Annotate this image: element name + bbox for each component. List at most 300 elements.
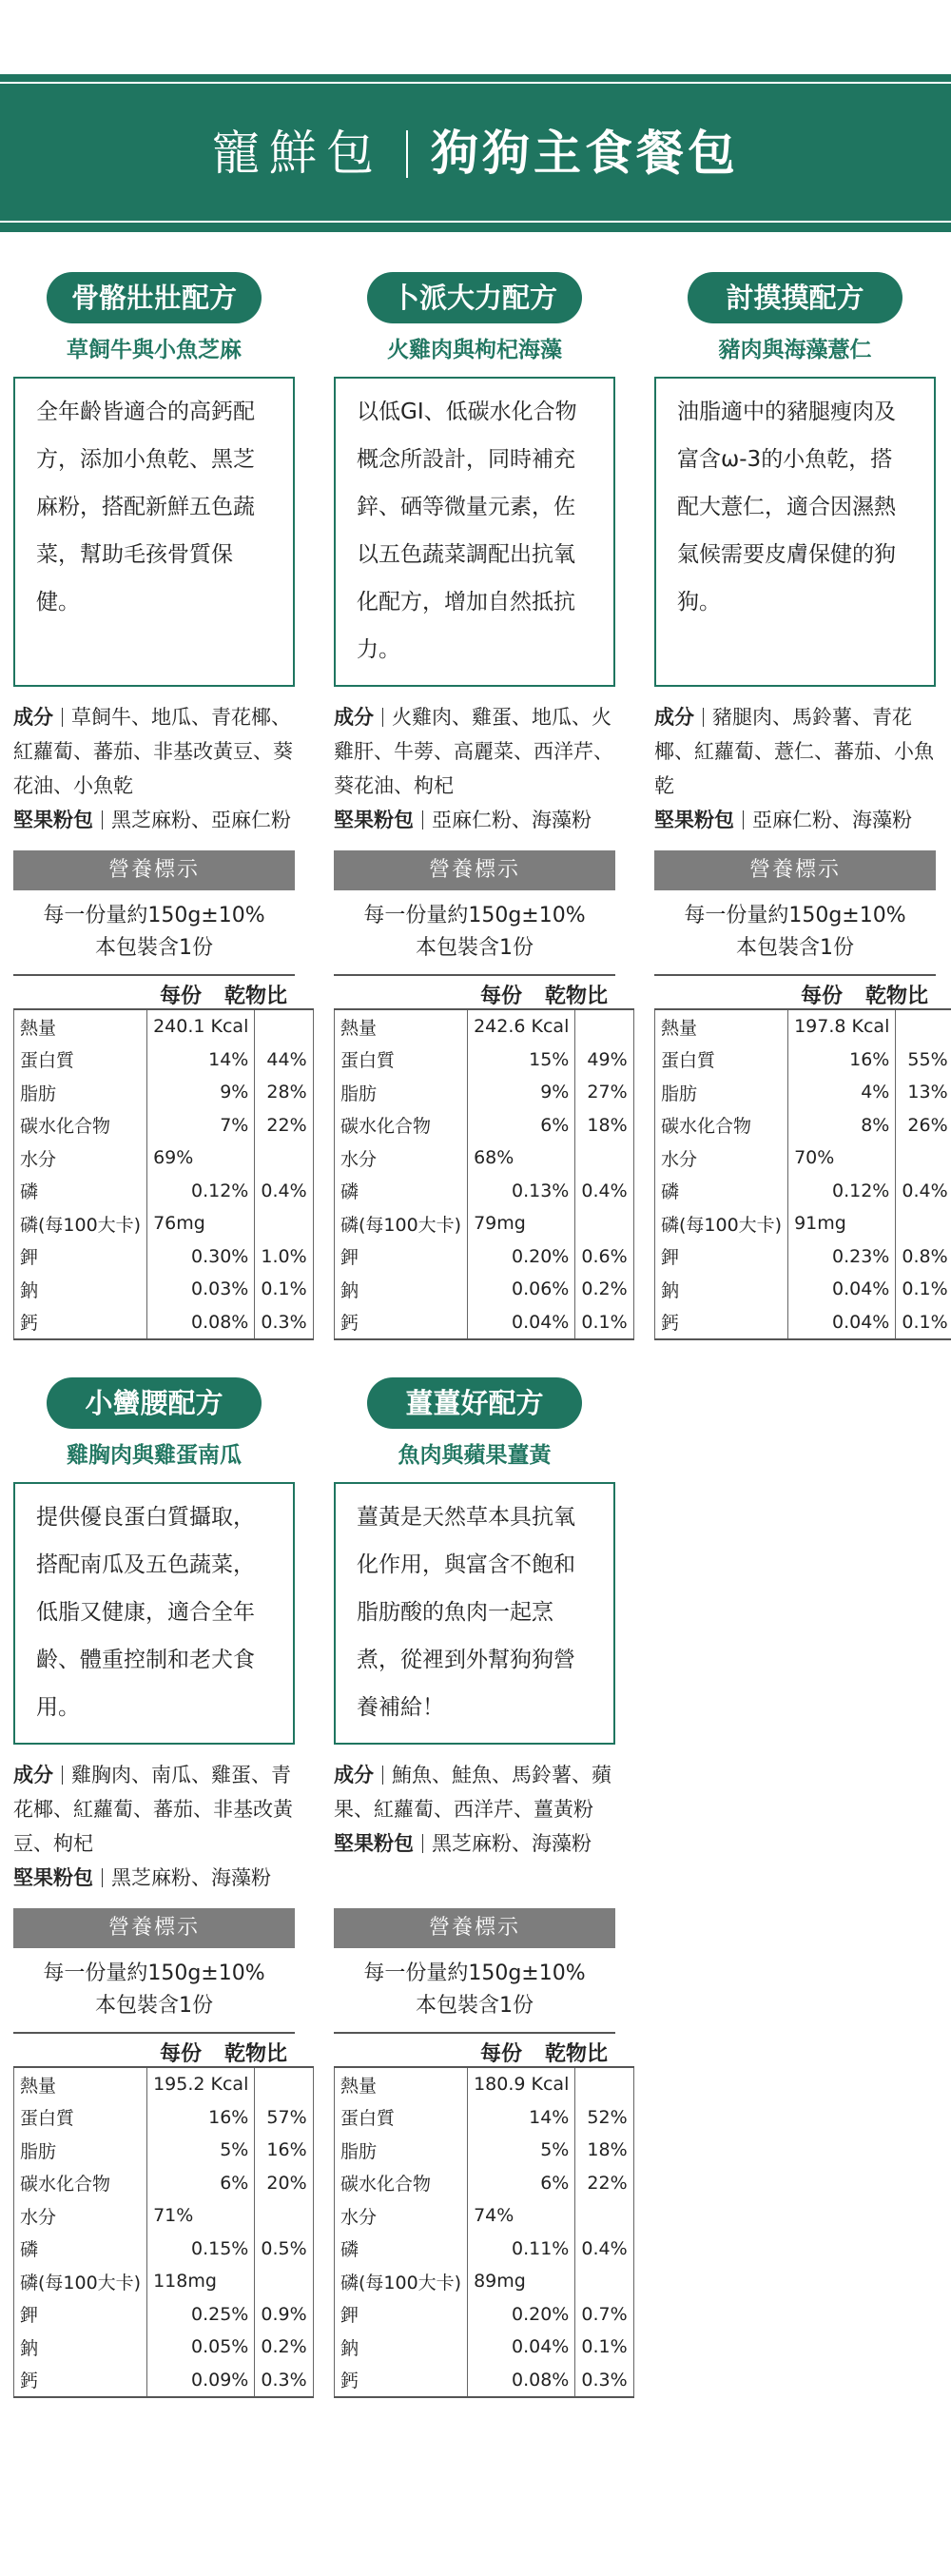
per-serving-value: 197.8 Kcal bbox=[788, 1009, 896, 1044]
nutrient-name: 水分 bbox=[14, 1142, 147, 1175]
nutrient-name: 蛋白質 bbox=[335, 2101, 468, 2135]
formula-name-badge: 骨骼壯壯配方 bbox=[47, 272, 262, 323]
per-serving-value: 0.06% bbox=[468, 1273, 575, 1306]
per-serving-value: 6% bbox=[468, 1109, 575, 1142]
dry-matter-value: 26% bbox=[896, 1109, 951, 1142]
ingredients-block bbox=[13, 1758, 295, 1895]
nutrition-row bbox=[335, 1240, 634, 1274]
product-column bbox=[654, 272, 948, 1340]
dry-matter-value bbox=[896, 1009, 951, 1044]
nutrition-row bbox=[655, 1044, 951, 1077]
formula-protein: 草飼牛與小魚芝麻 bbox=[67, 338, 242, 362]
per-serving-value: 14% bbox=[147, 1044, 255, 1077]
formula-name-badge: 小蠻腰配方 bbox=[47, 1377, 262, 1429]
per-serving-value: 5% bbox=[468, 2134, 575, 2167]
dry-matter-value: 0.1% bbox=[255, 1273, 313, 1306]
nutrition-row bbox=[335, 2134, 634, 2167]
nutrition-row bbox=[655, 1142, 951, 1175]
nutrition-row bbox=[335, 2101, 634, 2135]
dry-matter-value: 18% bbox=[575, 2134, 633, 2167]
nutrient-name: 鈉 bbox=[335, 1273, 468, 1306]
dry-matter-value: 0.4% bbox=[575, 2233, 633, 2266]
nutrient-name: 水分 bbox=[335, 1142, 468, 1175]
nutrient-name: 脂肪 bbox=[335, 1076, 468, 1109]
nutrition-row bbox=[655, 1109, 951, 1142]
nutrient-name: 鈉 bbox=[655, 1273, 788, 1306]
per-serving-value: 69% bbox=[147, 1142, 255, 1175]
dry-matter-value bbox=[255, 2199, 313, 2233]
nutrition-row bbox=[335, 1306, 634, 1340]
nutrient-name: 鈉 bbox=[335, 2331, 468, 2364]
serving-size: 每一份量約150g±10% bbox=[43, 904, 265, 927]
product-column bbox=[334, 1377, 628, 2398]
dry-matter-value: 22% bbox=[255, 1109, 313, 1142]
nutrition-row bbox=[14, 1109, 314, 1142]
per-serving-value: 8% bbox=[788, 1109, 896, 1142]
ingredients-line bbox=[13, 700, 295, 803]
dry-matter-value: 44% bbox=[255, 1044, 313, 1077]
label-divider bbox=[422, 1834, 423, 1853]
per-serving-value: 0.09% bbox=[147, 2364, 255, 2398]
nutrition-row bbox=[335, 1142, 634, 1175]
nut-pack-line bbox=[13, 803, 295, 837]
per-serving-value: 16% bbox=[788, 1044, 896, 1077]
per-serving-value: 0.08% bbox=[468, 2364, 575, 2398]
nutrition-table bbox=[334, 1008, 634, 1340]
nutrition-table bbox=[334, 2066, 634, 2398]
per-serving-header: 每份 bbox=[480, 985, 523, 1008]
dry-matter-value: 52% bbox=[575, 2101, 633, 2135]
dry-matter-value bbox=[896, 1207, 951, 1240]
label-divider bbox=[62, 708, 63, 727]
dry-matter-value: 0.3% bbox=[575, 2364, 633, 2398]
nutrient-name: 熱量 bbox=[14, 1009, 147, 1044]
ingredients-label: 成分 bbox=[13, 1764, 53, 1786]
per-serving-value: 16% bbox=[147, 2101, 255, 2135]
per-serving-value: 0.30% bbox=[147, 1240, 255, 1274]
nutrition-column-headers bbox=[13, 2034, 295, 2066]
ingredients-text: 豬腿肉、馬鈴薯、青花椰、紅蘿蔔、薏仁、蕃茄、小魚乾 bbox=[654, 706, 934, 797]
nutrition-panel bbox=[654, 850, 948, 1340]
formula-name-badge: 卜派大力配方 bbox=[367, 272, 582, 323]
nutrition-row bbox=[14, 1076, 314, 1109]
per-serving-value: 7% bbox=[147, 1109, 255, 1142]
dry-matter-value bbox=[575, 2067, 633, 2101]
label-divider bbox=[382, 708, 383, 727]
per-serving-value: 0.04% bbox=[468, 2331, 575, 2364]
nutrition-row bbox=[655, 1306, 951, 1340]
per-serving-value: 4% bbox=[788, 1076, 896, 1109]
nutrient-name: 熱量 bbox=[14, 2067, 147, 2101]
nutrition-row bbox=[335, 1044, 634, 1077]
dry-matter-header: 乾物比 bbox=[224, 2042, 288, 2066]
dry-matter-value: 0.1% bbox=[575, 2331, 633, 2364]
nutrition-row bbox=[14, 1175, 314, 1208]
nutrition-row bbox=[14, 1044, 314, 1077]
per-serving-value: 0.08% bbox=[147, 1306, 255, 1340]
nutrient-name: 蛋白質 bbox=[14, 1044, 147, 1077]
per-serving-value: 79mg bbox=[468, 1207, 575, 1240]
nutrient-name: 脂肪 bbox=[655, 1076, 788, 1109]
dry-matter-value: 0.8% bbox=[896, 1240, 951, 1274]
nutrient-name: 水分 bbox=[335, 2199, 468, 2233]
nutrient-name: 鉀 bbox=[335, 2298, 468, 2332]
nutrition-title: 營養標示 bbox=[13, 850, 295, 890]
nutrition-row bbox=[14, 2265, 314, 2298]
ingredients-line bbox=[13, 1758, 295, 1861]
dry-matter-value: 57% bbox=[255, 2101, 313, 2135]
nutrient-name: 熱量 bbox=[655, 1009, 788, 1044]
nut-pack-line bbox=[654, 803, 936, 837]
dry-matter-value: 0.1% bbox=[575, 1306, 633, 1340]
nutrition-row bbox=[14, 1207, 314, 1240]
per-serving-value: 0.03% bbox=[147, 1273, 255, 1306]
dry-matter-value: 0.1% bbox=[896, 1273, 951, 1306]
package-servings: 本包裝含1份 bbox=[95, 1994, 213, 2018]
formula-protein: 豬肉與海藻薏仁 bbox=[718, 338, 872, 362]
nutrient-name: 磷 bbox=[14, 1175, 147, 1208]
per-serving-value: 0.20% bbox=[468, 1240, 575, 1274]
nutrient-name: 碳水化合物 bbox=[335, 1109, 468, 1142]
nutrition-row bbox=[335, 1207, 634, 1240]
dry-matter-value: 0.2% bbox=[255, 2331, 313, 2364]
per-serving-value: 195.2 Kcal bbox=[147, 2067, 255, 2101]
package-servings: 本包裝含1份 bbox=[736, 936, 854, 960]
nutrition-panel bbox=[13, 850, 307, 1340]
dry-matter-value: 28% bbox=[255, 1076, 313, 1109]
nutrition-row bbox=[335, 1273, 634, 1306]
per-serving-value: 0.04% bbox=[788, 1273, 896, 1306]
nutrition-row bbox=[655, 1175, 951, 1208]
nut-pack-label: 堅果粉包 bbox=[13, 1866, 93, 1889]
nutrient-name: 鉀 bbox=[14, 1240, 147, 1274]
per-serving-value: 91mg bbox=[788, 1207, 896, 1240]
ingredients-line bbox=[334, 1758, 615, 1826]
per-serving-value: 9% bbox=[147, 1076, 255, 1109]
formula-protein: 魚肉與蘋果薑黃 bbox=[398, 1443, 552, 1468]
ingredients-text: 雞胸肉、南瓜、雞蛋、青花椰、紅蘿蔔、蕃茄、非基改黃豆、枸杞 bbox=[13, 1764, 293, 1855]
nutrition-row bbox=[14, 2298, 314, 2332]
nutrition-row bbox=[14, 1240, 314, 1274]
ingredients-block bbox=[334, 1758, 615, 1895]
dry-matter-value: 0.4% bbox=[255, 1175, 313, 1208]
nutrient-name: 磷 bbox=[14, 2233, 147, 2266]
nutrition-panel bbox=[13, 1908, 307, 2398]
serving-size: 每一份量約150g±10% bbox=[363, 1961, 586, 1985]
formula-name-badge: 薑薑好配方 bbox=[367, 1377, 582, 1429]
label-divider bbox=[703, 708, 704, 727]
formula-protein: 雞胸肉與雞蛋南瓜 bbox=[67, 1443, 242, 1468]
package-servings: 本包裝含1份 bbox=[416, 936, 534, 960]
nutrition-row bbox=[14, 1306, 314, 1340]
per-serving-value: 0.20% bbox=[468, 2298, 575, 2332]
header-banner bbox=[0, 74, 951, 232]
nutrition-row bbox=[335, 2167, 634, 2200]
nutrient-name: 鈣 bbox=[335, 2364, 468, 2398]
nutrient-name: 磷(每100大卡) bbox=[335, 2265, 468, 2298]
nut-pack-line bbox=[334, 1826, 615, 1861]
nutrition-row bbox=[655, 1273, 951, 1306]
product-column bbox=[13, 272, 307, 1340]
dry-matter-value: 49% bbox=[575, 1044, 633, 1077]
serving-size: 每一份量約150g±10% bbox=[684, 904, 906, 927]
dry-matter-value: 0.3% bbox=[255, 1306, 313, 1340]
per-serving-value: 240.1 Kcal bbox=[147, 1009, 255, 1044]
package-servings: 本包裝含1份 bbox=[416, 1994, 534, 2018]
nutrient-name: 磷(每100大卡) bbox=[14, 1207, 147, 1240]
per-serving-value: 6% bbox=[468, 2167, 575, 2200]
dry-matter-value bbox=[896, 1142, 951, 1175]
nutrition-row bbox=[14, 1142, 314, 1175]
dry-matter-value: 13% bbox=[896, 1076, 951, 1109]
nut-pack-text: 黑芝麻粉、海藻粉 bbox=[111, 1866, 271, 1889]
per-serving-value: 0.04% bbox=[788, 1306, 896, 1340]
ingredients-block bbox=[334, 700, 615, 837]
dry-matter-value bbox=[255, 1009, 313, 1044]
nutrient-name: 碳水化合物 bbox=[655, 1109, 788, 1142]
nut-pack-line bbox=[13, 1861, 295, 1895]
dry-matter-value: 1.0% bbox=[255, 1240, 313, 1274]
nutrient-name: 蛋白質 bbox=[14, 2101, 147, 2135]
nutrition-row bbox=[335, 2265, 634, 2298]
dry-matter-value bbox=[575, 2199, 633, 2233]
dry-matter-value bbox=[255, 1142, 313, 1175]
nutrition-panel bbox=[334, 1908, 628, 2398]
nutrient-name: 脂肪 bbox=[335, 2134, 468, 2167]
per-serving-value: 0.04% bbox=[468, 1306, 575, 1340]
nutrition-row bbox=[335, 2298, 634, 2332]
nut-pack-text: 亞麻仁粉、海藻粉 bbox=[752, 809, 912, 831]
dry-matter-value: 0.4% bbox=[575, 1175, 633, 1208]
per-serving-value: 70% bbox=[788, 1142, 896, 1175]
label-divider bbox=[422, 810, 423, 829]
per-serving-value: 180.9 Kcal bbox=[468, 2067, 575, 2101]
per-serving-value: 0.12% bbox=[147, 1175, 255, 1208]
serving-size: 每一份量約150g±10% bbox=[43, 1961, 265, 1985]
dry-matter-value: 0.4% bbox=[896, 1175, 951, 1208]
dry-matter-header: 乾物比 bbox=[224, 985, 288, 1008]
label-divider bbox=[62, 1766, 63, 1785]
product-column bbox=[13, 1377, 307, 2398]
per-serving-value: 15% bbox=[468, 1044, 575, 1077]
nutrition-row bbox=[335, 2331, 634, 2364]
dry-matter-header: 乾物比 bbox=[865, 985, 929, 1008]
nutrient-name: 鈣 bbox=[335, 1306, 468, 1340]
nutrient-name: 鉀 bbox=[335, 1240, 468, 1274]
nutrient-name: 蛋白質 bbox=[335, 1044, 468, 1077]
label-divider bbox=[102, 810, 103, 829]
nutrition-row bbox=[14, 2101, 314, 2135]
dry-matter-value: 22% bbox=[575, 2167, 633, 2200]
nutrient-name: 磷 bbox=[335, 1175, 468, 1208]
dry-matter-value: 0.6% bbox=[575, 1240, 633, 1274]
nutrient-name: 鉀 bbox=[14, 2298, 147, 2332]
dry-matter-value: 55% bbox=[896, 1044, 951, 1077]
nutrition-row bbox=[14, 2233, 314, 2266]
nutrition-title: 營養標示 bbox=[334, 850, 615, 890]
dry-matter-header: 乾物比 bbox=[545, 985, 609, 1008]
nutrient-name: 磷(每100大卡) bbox=[655, 1207, 788, 1240]
ingredients-label: 成分 bbox=[334, 1764, 374, 1786]
nutrient-name: 碳水化合物 bbox=[14, 1109, 147, 1142]
brand-name: 寵鮮包 bbox=[212, 126, 383, 181]
dry-matter-value bbox=[255, 2067, 313, 2101]
nutrition-column-headers bbox=[13, 976, 295, 1008]
nutrition-table bbox=[13, 1008, 314, 1340]
nutrient-name: 碳水化合物 bbox=[335, 2167, 468, 2200]
nutrient-name: 脂肪 bbox=[14, 1076, 147, 1109]
banner-bottom-rule bbox=[0, 221, 951, 223]
per-serving-value: 118mg bbox=[147, 2265, 255, 2298]
ingredients-label: 成分 bbox=[654, 706, 694, 729]
serving-size: 每一份量約150g±10% bbox=[363, 904, 586, 927]
per-serving-value: 0.25% bbox=[147, 2298, 255, 2332]
nut-pack-text: 黑芝麻粉、亞麻仁粉 bbox=[111, 809, 291, 831]
dry-matter-value: 0.5% bbox=[255, 2233, 313, 2266]
nutrient-name: 脂肪 bbox=[14, 2134, 147, 2167]
nutrition-row bbox=[14, 2167, 314, 2200]
nutrient-name: 磷(每100大卡) bbox=[14, 2265, 147, 2298]
per-serving-header: 每份 bbox=[801, 985, 844, 1008]
per-serving-value: 5% bbox=[147, 2134, 255, 2167]
per-serving-value: 76mg bbox=[147, 1207, 255, 1240]
nutrition-row bbox=[335, 2233, 634, 2266]
dry-matter-value: 27% bbox=[575, 1076, 633, 1109]
banner-top-rule bbox=[0, 82, 951, 84]
nutrition-row bbox=[14, 2199, 314, 2233]
nutrition-table bbox=[13, 2066, 314, 2398]
formula-description: 全年齡皆適合的高鈣配方，添加小魚乾、黑芝麻粉，搭配新鮮五色蔬菜，幫助毛孩骨質保健。 bbox=[13, 377, 295, 687]
nutrition-row bbox=[14, 1273, 314, 1306]
dry-matter-value bbox=[575, 2265, 633, 2298]
dry-matter-header: 乾物比 bbox=[545, 2042, 609, 2066]
per-serving-value: 0.15% bbox=[147, 2233, 255, 2266]
per-serving-value: 71% bbox=[147, 2199, 255, 2233]
dry-matter-value: 0.3% bbox=[255, 2364, 313, 2398]
nutrition-row bbox=[655, 1207, 951, 1240]
ingredients-text: 草飼牛、地瓜、青花椰、紅蘿蔔、蕃茄、非基改黃豆、葵花油、小魚乾 bbox=[13, 706, 293, 797]
nutrition-row bbox=[335, 1109, 634, 1142]
dry-matter-value bbox=[575, 1142, 633, 1175]
per-serving-value: 0.11% bbox=[468, 2233, 575, 2266]
dry-matter-value: 18% bbox=[575, 1109, 633, 1142]
nutrient-name: 熱量 bbox=[335, 1009, 468, 1044]
nutrition-row bbox=[335, 1009, 634, 1044]
page-title bbox=[0, 124, 951, 184]
dry-matter-value bbox=[255, 2265, 313, 2298]
nut-pack-text: 亞麻仁粉、海藻粉 bbox=[432, 809, 592, 831]
ingredients-line bbox=[654, 700, 936, 803]
per-serving-value: 14% bbox=[468, 2101, 575, 2135]
nutrient-name: 鈣 bbox=[655, 1306, 788, 1340]
nutrient-name: 水分 bbox=[14, 2199, 147, 2233]
nutrition-row bbox=[655, 1076, 951, 1109]
nutrition-column-headers bbox=[334, 976, 615, 1008]
ingredients-label: 成分 bbox=[13, 706, 53, 729]
nut-pack-label: 堅果粉包 bbox=[334, 809, 414, 831]
dry-matter-value bbox=[575, 1009, 633, 1044]
nutrition-column-headers bbox=[334, 2034, 615, 2066]
nutrition-row bbox=[14, 2134, 314, 2167]
nutrition-row bbox=[14, 2364, 314, 2398]
nutrition-row bbox=[335, 2364, 634, 2398]
ingredients-text: 鮪魚、鮭魚、馬鈴薯、蘋果、紅蘿蔔、西洋芹、薑黃粉 bbox=[334, 1764, 611, 1821]
per-serving-value: 0.23% bbox=[788, 1240, 896, 1274]
package-servings: 本包裝含1份 bbox=[95, 936, 213, 960]
nutrition-panel bbox=[334, 850, 628, 1340]
formula-description: 提供優良蛋白質攝取，搭配南瓜及五色蔬菜，低脂又健康，適合全年齡、體重控制和老犬食用。 bbox=[13, 1482, 295, 1745]
nutrition-row bbox=[14, 2331, 314, 2364]
nutrient-name: 磷(每100大卡) bbox=[335, 1207, 468, 1240]
nutrition-row bbox=[335, 1076, 634, 1109]
ingredients-label: 成分 bbox=[334, 706, 374, 729]
dry-matter-value: 0.1% bbox=[896, 1306, 951, 1340]
formula-description: 以低GI、低碳水化合物概念所設計，同時補充鋅、硒等微量元素，佐以五色蔬菜調配出抗氧化配方，增加自然抵抗力。 bbox=[334, 377, 615, 687]
ingredients-block bbox=[654, 700, 936, 837]
product-column bbox=[334, 272, 628, 1340]
nutrition-row bbox=[335, 1175, 634, 1208]
nut-pack-label: 堅果粉包 bbox=[334, 1832, 414, 1855]
dry-matter-value bbox=[255, 1207, 313, 1240]
ingredients-text: 火雞肉、雞蛋、地瓜、火雞肝、牛蒡、高麗菜、西洋芹、葵花油、枸杞 bbox=[334, 706, 613, 797]
nutrient-name: 鉀 bbox=[655, 1240, 788, 1274]
per-serving-header: 每份 bbox=[160, 2042, 203, 2066]
nutrient-name: 碳水化合物 bbox=[14, 2167, 147, 2200]
dry-matter-value: 16% bbox=[255, 2134, 313, 2167]
nutrition-title: 營養標示 bbox=[13, 1908, 295, 1948]
label-divider bbox=[743, 810, 744, 829]
dry-matter-value: 0.2% bbox=[575, 1273, 633, 1306]
nut-pack-line bbox=[334, 803, 615, 837]
per-serving-value: 0.13% bbox=[468, 1175, 575, 1208]
nutrition-title: 營養標示 bbox=[334, 1908, 615, 1948]
formula-description: 薑黃是天然草本具抗氧化作用，與富含不飽和脂肪酸的魚肉一起烹煮，從裡到外幫狗狗營養補給！ bbox=[334, 1482, 615, 1745]
nutrition-column-headers bbox=[654, 976, 936, 1008]
per-serving-value: 74% bbox=[468, 2199, 575, 2233]
per-serving-value: 89mg bbox=[468, 2265, 575, 2298]
per-serving-header: 每份 bbox=[480, 2042, 523, 2066]
per-serving-value: 242.6 Kcal bbox=[468, 1009, 575, 1044]
formula-protein: 火雞肉與枸杞海藻 bbox=[387, 338, 562, 362]
formula-description: 油脂適中的豬腿瘦肉及富含ω-3的小魚乾，搭配大薏仁，適合因濕熱氣候需要皮膚保健的狗狗。 bbox=[654, 377, 936, 687]
dry-matter-value: 0.9% bbox=[255, 2298, 313, 2332]
page-subtitle: 狗狗主食餐包 bbox=[431, 126, 739, 181]
nutrition-row bbox=[335, 2067, 634, 2101]
nutrition-row bbox=[14, 1009, 314, 1044]
title-divider bbox=[406, 130, 408, 178]
nutrient-name: 鈉 bbox=[14, 1273, 147, 1306]
per-serving-header: 每份 bbox=[160, 985, 203, 1008]
nutrition-row bbox=[655, 1240, 951, 1274]
label-divider bbox=[382, 1766, 383, 1785]
nutrition-row bbox=[655, 1009, 951, 1044]
nutrient-name: 熱量 bbox=[335, 2067, 468, 2101]
per-serving-value: 0.05% bbox=[147, 2331, 255, 2364]
dry-matter-value: 20% bbox=[255, 2167, 313, 2200]
ingredients-line bbox=[334, 700, 615, 803]
nutrition-row bbox=[14, 2067, 314, 2101]
nut-pack-text: 黑芝麻粉、海藻粉 bbox=[432, 1832, 592, 1855]
nutrition-table bbox=[654, 1008, 951, 1340]
nut-pack-label: 堅果粉包 bbox=[13, 809, 93, 831]
nutrient-name: 磷 bbox=[655, 1175, 788, 1208]
nut-pack-label: 堅果粉包 bbox=[654, 809, 734, 831]
nutrient-name: 鈉 bbox=[14, 2331, 147, 2364]
dry-matter-value: 0.7% bbox=[575, 2298, 633, 2332]
label-divider bbox=[102, 1868, 103, 1887]
nutrient-name: 水分 bbox=[655, 1142, 788, 1175]
per-serving-value: 68% bbox=[468, 1142, 575, 1175]
